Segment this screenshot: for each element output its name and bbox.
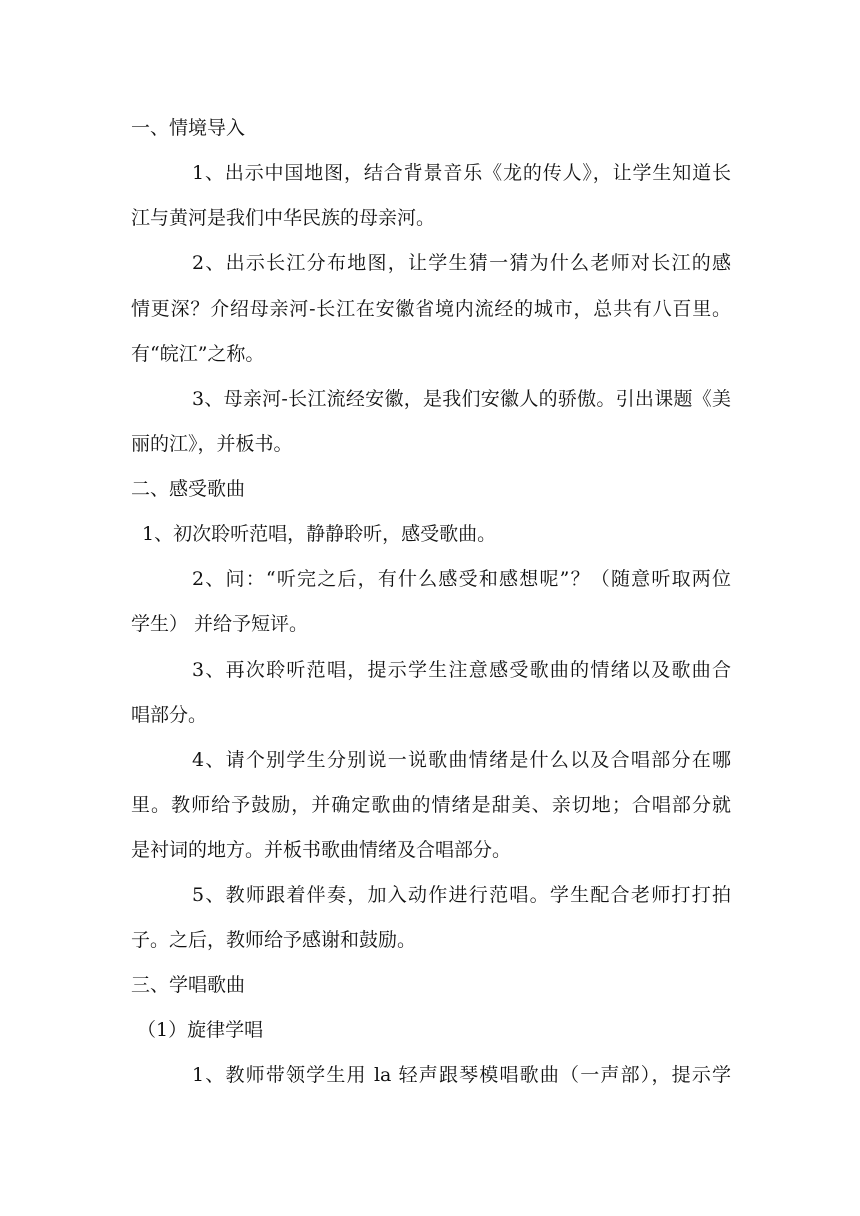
paragraph-line: 里。教师给予鼓励，并确定歌曲的情绪是甜美、亲切地；合唱部分就 xyxy=(131,794,731,816)
paragraph-line: 有“皖江”之称。 xyxy=(131,343,265,365)
section-heading-1: 一、情境导入 xyxy=(131,117,246,139)
paragraph-line: 丽的江》，并板书。 xyxy=(131,433,293,455)
paragraph-line: 学生） 并给予短评。 xyxy=(131,613,309,635)
paragraph-line: 子。之后，教师给予感谢和鼓励。 xyxy=(131,929,417,951)
paragraph-line: 1、出示中国地图，结合背景音乐《龙的传人》，让学生知道长 xyxy=(192,162,731,184)
section-heading-3: 三、学唱歌曲 xyxy=(131,974,246,996)
paragraph-line: 江与黄河是我们中华民族的母亲河。 xyxy=(131,207,436,229)
paragraph-line: 4、请个别学生分别说一说歌曲情绪是什么以及合唱部分在哪 xyxy=(192,749,731,771)
paragraph-line: 唱部分。 xyxy=(131,704,208,726)
paragraph-line: 3、母亲河-长江流经安徽，是我们安徽人的骄傲。引出课题《美 xyxy=(192,388,731,410)
paragraph-line: 5、教师跟着伴奏，加入动作进行范唱。学生配合老师打打拍 xyxy=(192,884,731,906)
paragraph-line: 2、出示长江分布地图，让学生猜一猜为什么老师对长江的感 xyxy=(192,252,731,274)
subsection-heading: （1）旋律学唱 xyxy=(137,1019,264,1041)
paragraph-line: 2、问：“听完之后，有什么感受和感想呢”？（随意听取两位 xyxy=(192,568,731,590)
paragraph-line: 3、再次聆听范唱，提示学生注意感受歌曲的情绪以及歌曲合 xyxy=(192,659,731,681)
paragraph-line: 情更深？介绍母亲河-长江在安徽省境内流经的城市，总共有八百里。 xyxy=(131,298,731,320)
section-heading-2: 二、感受歌曲 xyxy=(131,478,246,500)
paragraph-line: 1、教师带领学生用 la 轻声跟琴模唱歌曲（一声部），提示学 xyxy=(192,1064,731,1086)
paragraph-line: 是衬词的地方。并板书歌曲情绪及合唱部分。 xyxy=(131,839,512,861)
paragraph-line: 1、初次聆听范唱，静静聆听，感受歌曲。 xyxy=(142,523,497,545)
